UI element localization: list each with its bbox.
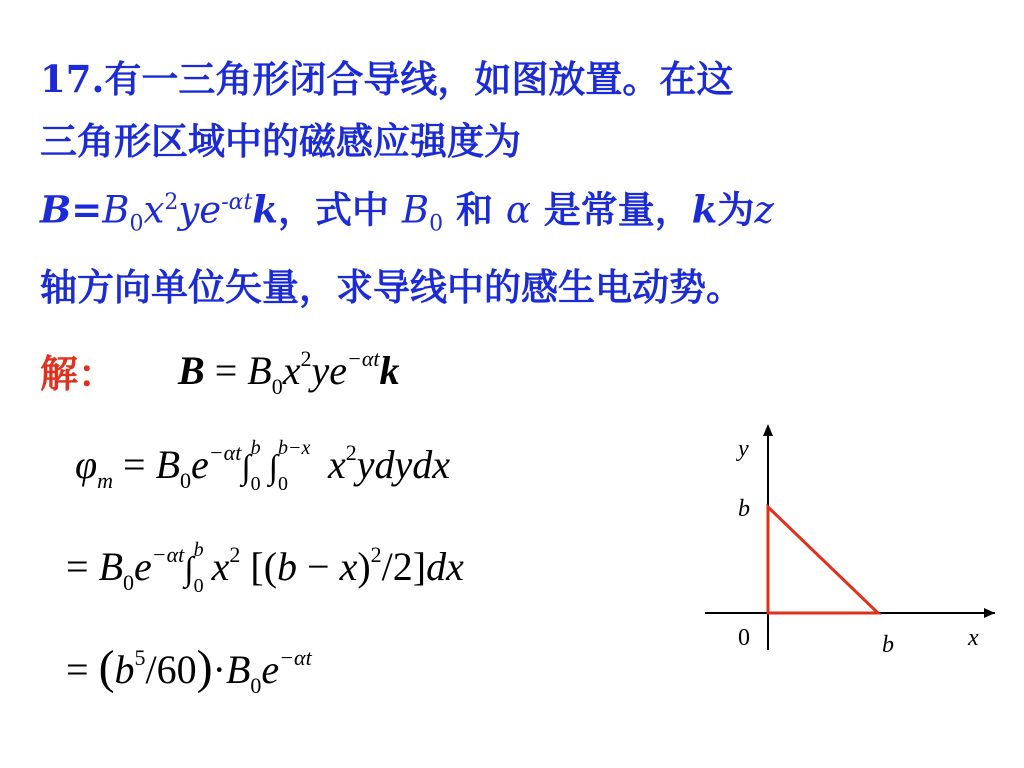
b0-subscript: 0 <box>123 570 134 595</box>
y-axis-arrow <box>763 424 773 436</box>
upper-limit-2: b−x <box>277 436 311 459</box>
k-vector: k <box>252 187 278 232</box>
e-symbol: e <box>261 647 280 692</box>
problem-line-2: 三角形区域中的磁感应强度为 <box>40 119 521 163</box>
b-symbol: b <box>277 544 298 589</box>
minus-sign: − <box>297 544 340 589</box>
close-paren: ) <box>196 641 213 694</box>
k-vector: k <box>379 348 400 393</box>
b-symbol: b <box>114 647 135 692</box>
k-vector-2: k <box>691 187 718 232</box>
b0-symbol: B <box>102 188 130 232</box>
ye-symbol: ye <box>178 188 222 232</box>
exp-exponent: −αt <box>279 645 312 670</box>
lower-limit-2: 0 <box>277 472 288 495</box>
equals-sign: = <box>204 348 248 393</box>
x-symbol: x <box>143 188 165 232</box>
exp-exponent: −αt <box>151 542 185 567</box>
triangle-figure <box>700 420 1000 670</box>
square-exponent: 2 <box>370 542 382 567</box>
integral-sign: ∫ <box>184 551 194 588</box>
triangle-loop <box>768 507 878 613</box>
x-symbol-2: x <box>339 544 358 589</box>
origin-label: 0 <box>738 625 750 651</box>
text-shizhong: ，式中 <box>277 187 402 232</box>
b0-symbol: B <box>98 544 123 589</box>
b0-subscript: 0 <box>180 468 192 493</box>
phi-symbol: φ <box>75 442 98 487</box>
exp-exponent: -αt <box>221 190 253 215</box>
x-symbol: x <box>211 544 230 589</box>
text-changliang: 是常量， <box>530 187 692 232</box>
dot-operator: · <box>212 647 226 692</box>
upper-limit: b <box>250 436 261 459</box>
z-symbol: z <box>754 188 774 232</box>
open-bracket: [( <box>240 544 278 589</box>
b0-subscript: 0 <box>129 211 144 237</box>
equals-sign: = <box>66 647 99 692</box>
x-exponent: 2 <box>345 440 357 465</box>
equation-3 <box>66 538 464 597</box>
x-symbol: x <box>327 442 346 487</box>
x-exponent: 2 <box>229 542 241 567</box>
equals-sign: = <box>66 544 99 589</box>
equation-1 <box>178 346 399 400</box>
x-exponent: 2 <box>164 190 179 215</box>
close-paren: ) <box>357 544 371 589</box>
b0-subscript-2: 0 <box>429 211 444 237</box>
x-exponent: 2 <box>300 346 312 371</box>
y-axis-label: y <box>738 436 749 462</box>
equation-4 <box>66 640 312 699</box>
b0-symbol: B <box>247 348 272 393</box>
equation-2 <box>75 436 450 495</box>
b-exponent: 5 <box>134 645 146 670</box>
lower-limit: 0 <box>193 574 204 597</box>
alpha-symbol: α <box>505 188 531 232</box>
integrand-rest: ydydx <box>356 442 450 487</box>
integral-sign: ∫ <box>241 449 251 486</box>
text-he: 和 <box>443 187 506 232</box>
b-vector: B <box>178 348 205 393</box>
integral-limits-1 <box>250 436 269 495</box>
b-vector: B <box>40 187 72 232</box>
e-symbol: e <box>191 442 209 487</box>
exp-exponent: −αt <box>346 346 380 371</box>
e-symbol: e <box>134 544 152 589</box>
equals-sign: = <box>71 187 103 232</box>
solution-label: 解： <box>40 351 117 396</box>
b0-symbol-2: B <box>401 188 430 232</box>
b0-subscript: 0 <box>250 673 262 698</box>
phi-subscript: m <box>97 468 114 493</box>
lower-limit: 0 <box>250 472 261 495</box>
equals-sign: = <box>113 442 156 487</box>
divide-sixty: /60 <box>145 647 197 692</box>
divide-two: /2] <box>381 544 427 589</box>
b0-subscript: 0 <box>271 374 283 399</box>
b-label-x: b <box>882 632 894 658</box>
b0-symbol: B <box>155 442 181 487</box>
integral-sign-2: ∫ <box>268 449 278 486</box>
dx-symbol: dx <box>426 544 464 589</box>
b-label-y: b <box>738 496 750 522</box>
problem-line-3 <box>40 172 1000 256</box>
x-symbol: x <box>282 348 301 393</box>
upper-limit: b <box>193 538 204 561</box>
b0-symbol: B <box>225 647 251 692</box>
x-axis-label: x <box>968 625 979 651</box>
problem-line-4: 轴方向单位矢量，求导线中的感生电动势。 <box>40 264 743 309</box>
integral-limits-2 <box>277 436 328 495</box>
text-wei: 为 <box>717 187 755 232</box>
open-paren: ( <box>98 641 115 694</box>
problem-line-1: 17.有一三角形闭合导线，如图放置。在这 <box>40 57 734 101</box>
exp-exponent: −αt <box>208 440 242 465</box>
problem-statement <box>40 48 1000 318</box>
integral-limits <box>193 538 212 597</box>
x-axis-arrow <box>984 608 995 618</box>
ye-symbol: ye <box>311 348 347 393</box>
